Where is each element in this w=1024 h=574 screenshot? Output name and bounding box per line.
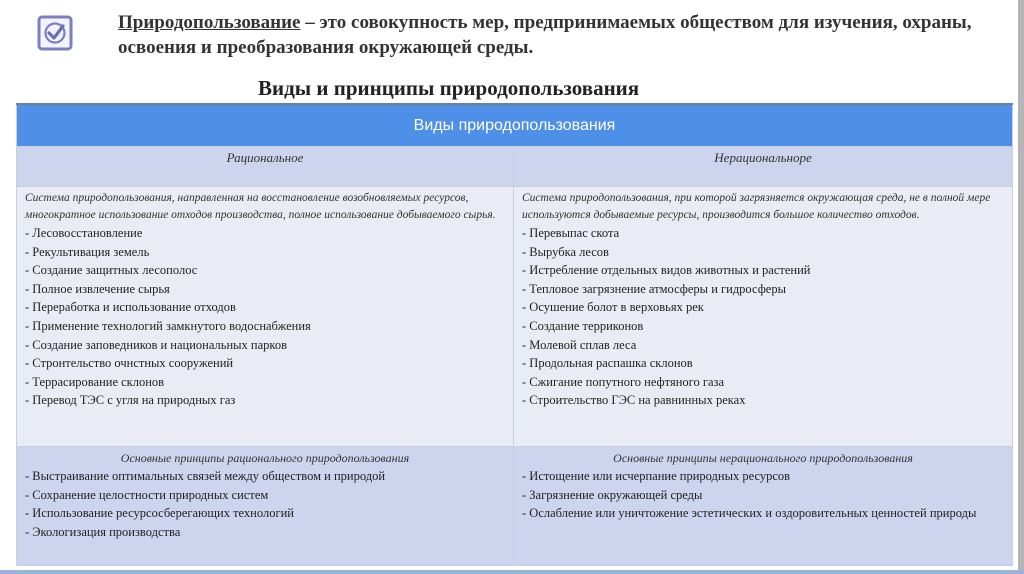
list-item: - Создание заповедников и национальных парков [25,336,505,355]
list-item: - Строительство ГЭС на равнинных реках [522,391,1004,410]
column-header-rational: Рациональное [17,147,514,187]
rational-principles-title: Основные принципы рационального природопользования [120,451,410,465]
list-item: - Выстраивание оптимальных связей между обществом и природой [25,467,505,486]
list-item: - Осушение болот в верховьях рек [522,298,1004,317]
list-item: - Сохранение целостности природных систем [25,486,505,505]
definition-term: Природопользование [118,12,301,33]
rational-principles-list [25,467,505,541]
rational-principles-cell [17,447,514,566]
irrational-principles-list [522,467,1004,523]
list-item: - Ослабление или уничтожение эстетических и оздоровительных ценностей природы [522,504,1004,523]
list-item: - Истребление отдельных видов животных и растений [522,261,1004,280]
definition-body: – это совокупность мер, предпринимаемых обществом для изучения, охраны, освоения и преобразования окружающей среды. [118,12,972,58]
column-header-irrational: Нерациональнорe [514,147,1013,187]
rational-types-cell [17,187,514,447]
list-item: - Тепловое загрязнение атмосферы и гидросферы [522,280,1004,299]
irrational-principles-title: Основные принципы нерационального природопользования [613,451,913,465]
list-item: - Применение технологий замкнутого водоснабжения [25,317,505,336]
nature-use-table [16,103,1013,566]
list-item: - Создание терриконов [522,317,1004,336]
list-item: - Вырубка лесов [522,243,1004,262]
irrational-description: Система природопользования, при которой загрязняется окружающая среда, не в полной мере используются добываемые ресурсы, производится большое количество отходов. [522,192,991,221]
definition-text [118,10,998,60]
irrational-activity-list [522,224,1004,410]
list-item: - Стронтельство очнстных сооружений [25,354,505,373]
list-item: - Использование ресурсосберегающих технологий [25,504,505,523]
slide-edge-rule [1018,0,1024,574]
list-item: - Продольная распашка склонов [522,354,1004,373]
list-item: - Истощение или исчерпание природных ресурсов [522,467,1004,486]
rational-activity-list [25,224,505,410]
irrational-principles-cell [514,447,1013,566]
list-item: - Террасирование склонов [25,373,505,392]
checkmark-badge-icon [36,14,74,52]
list-item: - Рекультивация земель [25,243,505,262]
irrational-types-cell [514,187,1013,447]
list-item: - Полное извлечение сырья [25,280,505,299]
table-title: Виды природопользования [17,104,1013,147]
rational-description: Система природопользования, направленная на восстановление возобновляемых ресурсов, многократное использование отходов производства, полное использование добываемого сырья. [25,192,496,221]
list-item: - Создание защитных лесополос [25,261,505,280]
slide-bottom-bar [0,570,1024,574]
list-item: - Молевой сплав леса [522,336,1004,355]
list-item: - Загрязнение окружающей среды [522,486,1004,505]
list-item: - Перевыпас скота [522,224,1004,243]
list-item: - Экологизация производства [25,523,505,542]
list-item: - Лесовосстановление [25,224,505,243]
list-item: - Переработка и использование отходов [25,298,505,317]
list-item: - Сжигание попутного нефтяного газа [522,373,1004,392]
page-subtitle: Виды и принципы природопользования [258,76,640,100]
list-item: - Перевод ТЭС с угля на природных газ [25,391,505,410]
